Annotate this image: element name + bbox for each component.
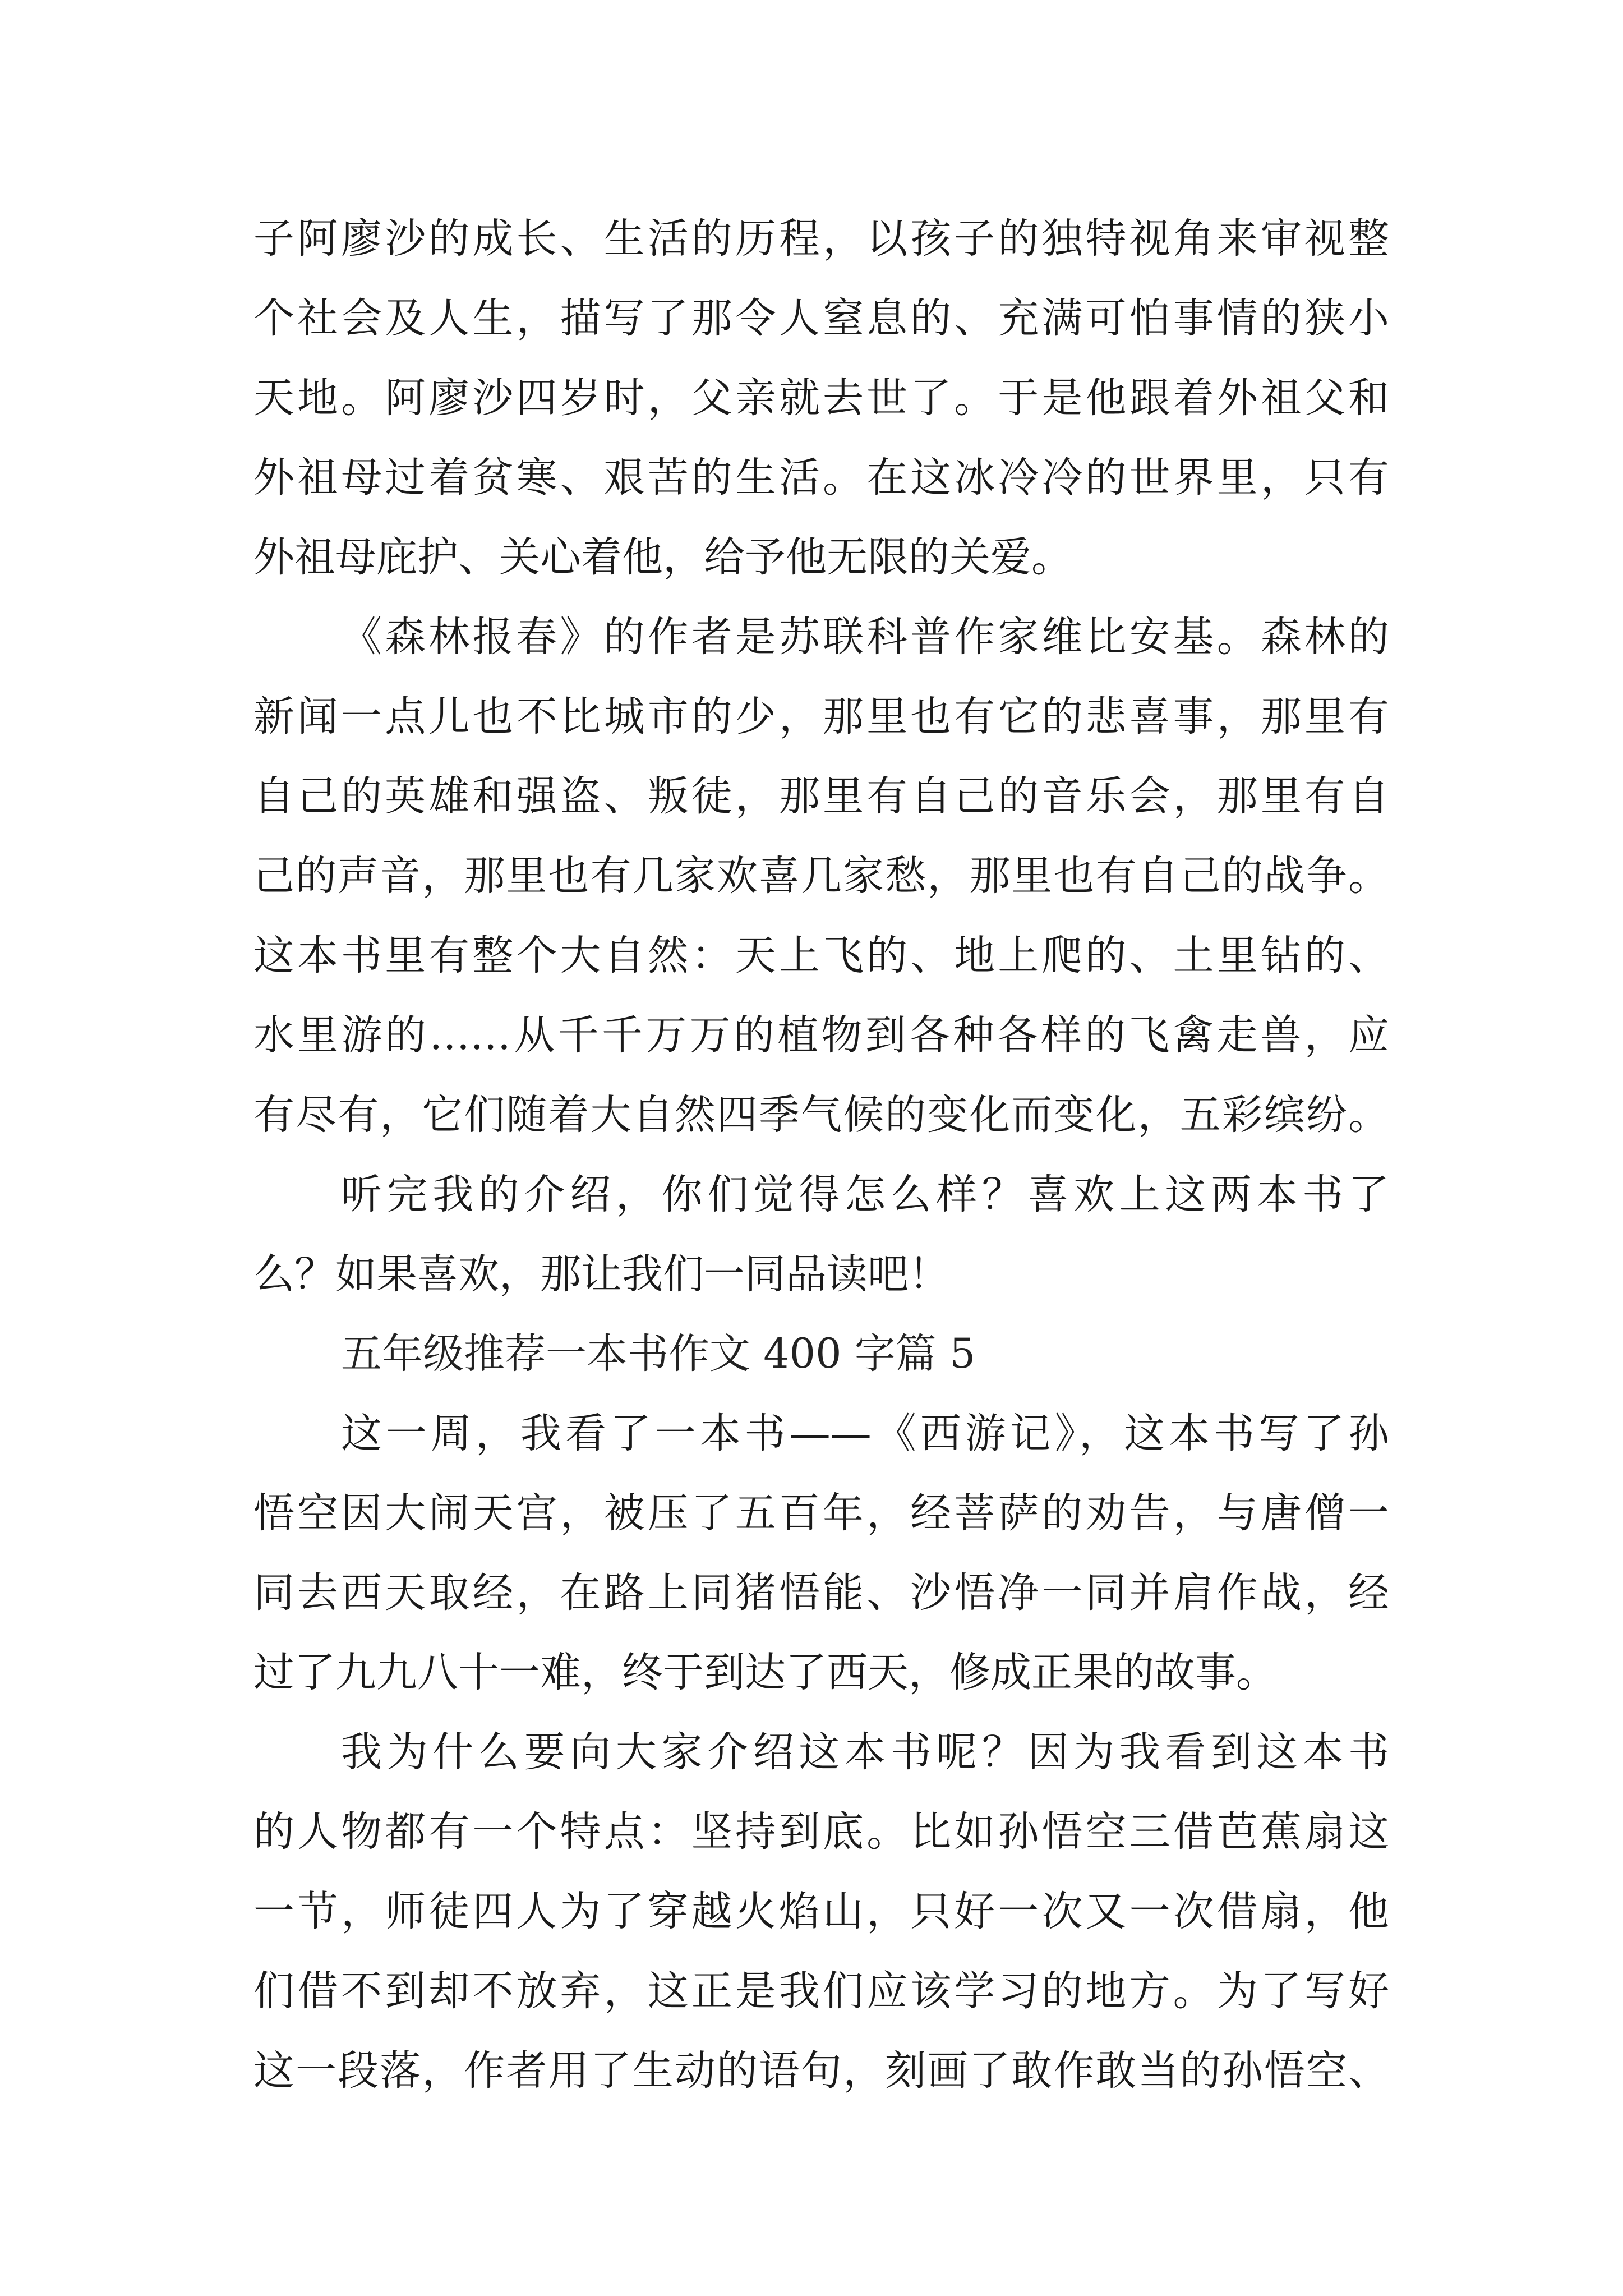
paragraph [253,199,1389,597]
text-line: 这一周，我看了一本书——《西游记》，这本书写了孙 [341,1410,1389,1457]
text-line: 这一段落，作者用了生动的语句，刻画了敢作敢当的孙悟空、 [253,2047,1389,2095]
document-body [253,199,1389,2111]
text-line: 自己的英雄和强盗、叛徒，那里有自己的音乐会，那里有自 [253,772,1389,820]
text-line: 一节，师徒四人为了穿越火焰山，只好一次又一次借扇，他 [253,1888,1389,1935]
section-heading [253,1314,1389,1394]
text-line: 外祖母庇护、关心着他，给予他无限的关爱。 [253,533,1072,581]
text-line: 过了九九八十一难，终于到达了西天，修成正果的故事。 [253,1649,1277,1696]
text-line: 同去西天取经，在路上同猪悟能、沙悟净一同并肩作战，经 [253,1569,1389,1617]
text-line: 子阿廖沙的成长、生活的历程，以孩子的独特视角来审视整 [253,215,1389,263]
text-line: 水里游的……从千千万万的植物到各种各样的飞禽走兽，应 [253,1011,1389,1059]
text-line: 我为什么要向大家介绍这本书呢？因为我看到这本书 [341,1728,1389,1776]
text-line: 天地。阿廖沙四岁时，父亲就去世了。于是他跟着外祖父和 [253,374,1389,422]
paragraph [253,1394,1389,1713]
text-line: 《森林报春》的作者是苏联科普作家维比安基。森林的 [341,613,1389,661]
text-line: 新闻一点儿也不比城市的少，那里也有它的悲喜事，那里有 [253,693,1389,740]
text-line: 己的声音，那里也有几家欢喜几家愁，那里也有自己的战争。 [253,852,1389,900]
heading-text: 五年级推荐一本书作文 400 字篇 5 [341,1330,976,1378]
text-line: 们借不到却不放弃，这正是我们应该学习的地方。为了写好 [253,1967,1389,2015]
paragraph [253,597,1389,1155]
text-line: 个社会及人生，描写了那令人窒息的、充满可怕事情的狭小 [253,295,1389,342]
text-line: 这本书里有整个大自然：天上飞的、地上爬的、土里钻的、 [253,932,1389,979]
text-line: 听完我的介绍，你们觉得怎么样？喜欢上这两本书了 [341,1171,1389,1218]
text-line: 外祖母过着贫寒、艰苦的生活。在这冰冷冷的世界里，只有 [253,454,1389,501]
text-line: 的人物都有一个特点：坚持到底。比如孙悟空三借芭蕉扇这 [253,1808,1389,1856]
text-line: 悟空因大闹天宫，被压了五百年，经菩萨的劝告，与唐僧一 [253,1489,1389,1537]
paragraph [253,1155,1389,1314]
text-line: 么？如果喜欢，那让我们一同品读吧！ [253,1250,949,1298]
paragraph [253,1713,1389,2111]
text-line: 有尽有，它们随着大自然四季气候的变化而变化，五彩缤纷。 [253,1091,1389,1139]
